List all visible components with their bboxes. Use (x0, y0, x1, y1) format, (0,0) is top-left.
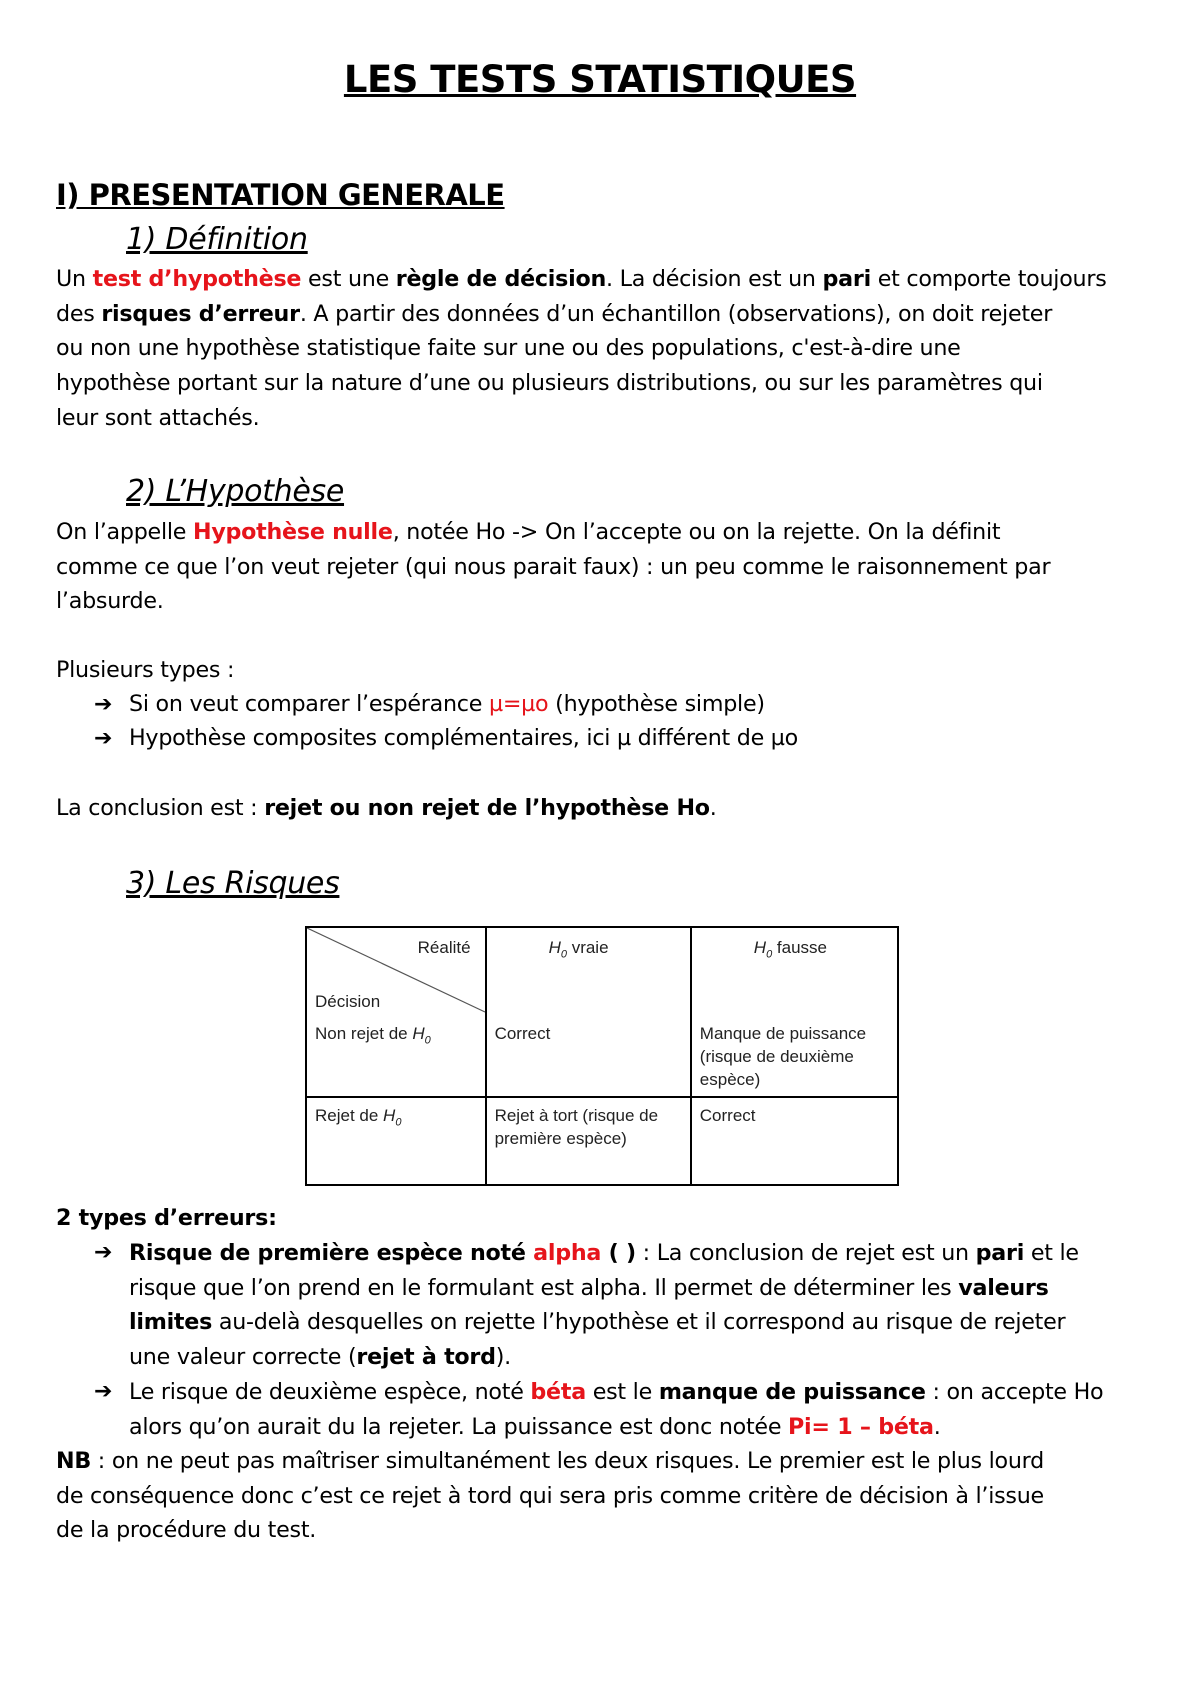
text-line (129, 721, 798, 756)
page-title: LES TESTS STATISTIQUES (343, 58, 857, 101)
risk-table (305, 926, 899, 1186)
text-line (129, 1271, 1169, 1306)
table-cell (691, 927, 898, 1097)
text-run: Le risque de deuxième espèce, noté (129, 1379, 531, 1405)
text-line (56, 401, 1161, 436)
subheading-hypothese: 2) L’Hypothèse (126, 474, 345, 509)
text-run: rejet ou non rejet de l’hypothèse Ho (264, 795, 710, 821)
text-run: rejet à tord (356, 1344, 496, 1371)
text-line (56, 584, 1161, 619)
text-run: Risque de première espèce noté (129, 1240, 534, 1266)
text-run: . (709, 795, 717, 821)
text-run: est le (585, 1379, 659, 1405)
right-arrow-icon: ➔ (94, 1379, 113, 1404)
text-line (56, 1513, 1161, 1548)
text-run: des (56, 300, 102, 327)
text-run: NB (56, 1448, 91, 1474)
text-run: : on accepte Ho (925, 1379, 1104, 1405)
text-line (56, 262, 1161, 297)
text-run: Un (56, 266, 93, 292)
text-run: manque de puissance (658, 1379, 926, 1405)
subheading-definition: 1) Définition (126, 222, 308, 257)
text-line (56, 791, 1161, 826)
text-run: test d’hypothèse (92, 266, 302, 292)
text-run: µ=µo (488, 691, 549, 717)
text-line (129, 1340, 1169, 1375)
text-run: alors qu’on aurait du la rejeter. La puissance est donc notée (129, 1413, 789, 1440)
hypothese-paragraph (56, 515, 1161, 619)
text-line (129, 1375, 1169, 1410)
conclusion-line (56, 791, 1161, 826)
header-decision: Décision (315, 992, 381, 1011)
bullet-item (129, 687, 765, 722)
text-run: leur sont attachés. (56, 404, 260, 431)
col-header-h0-vraie: $H_0$ vraie (548, 938, 609, 961)
text-run: . (933, 1413, 941, 1440)
cell-correct: Correct (699, 1106, 756, 1125)
text-run: et le (1024, 1240, 1079, 1266)
text-run: pari (822, 266, 871, 292)
right-arrow-icon: ➔ (94, 692, 113, 717)
table-cell (691, 1097, 898, 1185)
table-cell (486, 927, 691, 1097)
types-label: Plusieurs types : (56, 657, 235, 683)
text-run: : on ne peut pas maîtriser simultanément les deux risques. Le premier est le plus lourd (90, 1448, 1044, 1474)
right-arrow-icon: ➔ (94, 1240, 113, 1265)
text-line (56, 297, 1161, 332)
text-line (56, 1444, 1161, 1479)
text-run: . La décision est un (606, 266, 823, 292)
text-run: règle de décision (395, 266, 606, 292)
error-item-beta (129, 1375, 1169, 1444)
table-cell (306, 1097, 486, 1185)
text-run: comme ce que l’on veut rejeter (qui nous parait faux) : un peu comme le raisonnement par (56, 553, 1051, 580)
text-line (56, 515, 1161, 550)
text-run: l’absurde. (56, 588, 164, 615)
text-line (56, 1479, 1161, 1514)
text-run: ). (495, 1344, 511, 1371)
text-run: alpha (533, 1240, 602, 1266)
text-run: une valeur correcte ( (129, 1344, 357, 1371)
bullet-item (129, 721, 798, 756)
table-header-cell (306, 927, 486, 1097)
text-run: Pi= 1 – béta (788, 1413, 934, 1440)
definition-paragraph (56, 262, 1161, 436)
text-run: pari (975, 1240, 1025, 1266)
text-line (129, 1305, 1169, 1340)
text-run: risques d’erreur (101, 300, 300, 327)
text-run: Hypothèse composites complémentaires, ici µ différent de µo (129, 725, 798, 751)
cell-manque-puissance: Manque de puissance (risque de deuxième espèce) (699, 1024, 867, 1089)
section-heading-presentation: I) PRESENTATION GENERALE (56, 178, 505, 212)
text-run: ou non une hypothèse statistique faite sur une ou des populations, c'est-à-dire une (56, 335, 961, 362)
text-run: au-delà desquelles on rejette l’hypothèse et il correspond au risque de rejeter (212, 1309, 1066, 1336)
text-run: limites (129, 1309, 213, 1336)
text-run: hypothèse portant sur la nature d’une ou plusieurs distributions, ou sur les paramètres qui (56, 370, 1043, 397)
text-run: Si on veut comparer l’espérance (129, 691, 489, 717)
text-run: ( ) (601, 1240, 636, 1266)
text-run: valeurs (958, 1274, 1049, 1301)
text-run: de conséquence donc c’est ce rejet à tord qui sera pris comme critère de décision à l’issue (56, 1482, 1044, 1509)
text-run: On l’appelle (56, 519, 193, 545)
text-run: risque que l’on prend en le formulant est alpha. Il permet de déterminer les (129, 1274, 959, 1301)
text-run: Hypothèse nulle (193, 519, 393, 545)
text-run: est une (301, 266, 396, 292)
row-label-rejet: Rejet de $H_0$ (315, 1106, 402, 1129)
text-run: (hypothèse simple) (548, 691, 765, 717)
text-run: , notée Ho -> On l’accepte ou on la rejette. On la définit (392, 519, 1001, 545)
text-line (129, 1410, 1169, 1445)
text-run: La conclusion est : (56, 795, 265, 821)
text-run: et comporte toujours (870, 266, 1107, 292)
table-cell (486, 1097, 691, 1185)
row-label-non-rejet: Non rejet de $H_0$ (315, 1024, 431, 1047)
right-arrow-icon: ➔ (94, 726, 113, 751)
text-run: : La conclusion de rejet est un (635, 1240, 976, 1266)
col-header-h0-fausse: $H_0$ fausse (753, 938, 827, 961)
text-line (56, 550, 1161, 585)
text-run: . A partir des données d’un échantillon (observations), on doit rejeter (299, 300, 1053, 327)
error-item-alpha (129, 1236, 1169, 1375)
header-realite: Réalité (417, 938, 471, 957)
text-run: béta (530, 1379, 586, 1405)
cell-rejet-a-tort: Rejet à tort (risque de première espèce) (494, 1106, 659, 1148)
text-line (56, 331, 1161, 366)
cell-correct: Correct (494, 1024, 551, 1043)
errors-label: 2 types d’erreurs: (56, 1205, 277, 1231)
text-line (129, 1236, 1169, 1271)
text-line (129, 687, 765, 722)
subheading-risques: 3) Les Risques (126, 866, 340, 901)
nb-paragraph (56, 1444, 1161, 1548)
text-line (56, 366, 1161, 401)
text-run: de la procédure du test. (56, 1517, 317, 1544)
